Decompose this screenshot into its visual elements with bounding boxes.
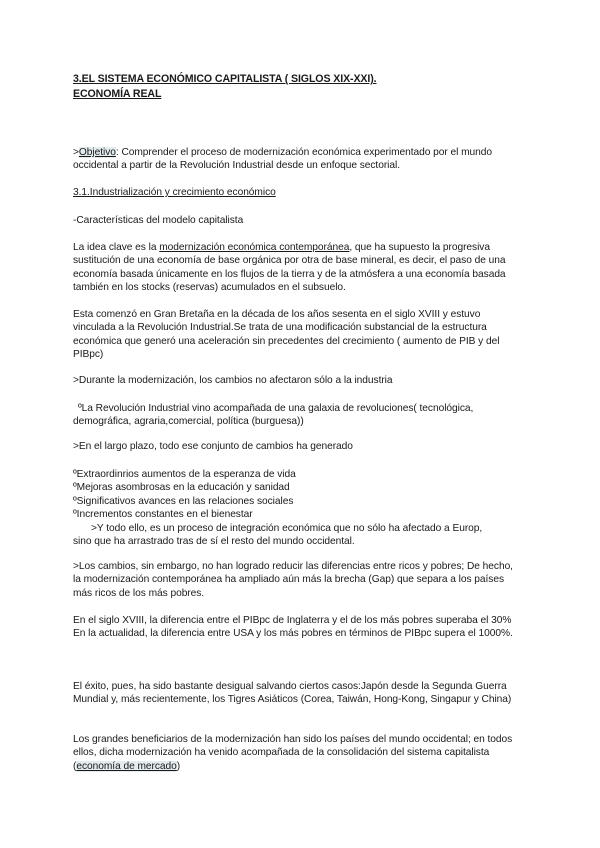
- paragraph-7: >Los cambios, sin embargo, no han logrado reducir las diferencias entre ricos y pobres; De hecho, la modernización contemporánea ha ampliado aún más la brecha (Gap) que separa a los países más ricos de los más pobres.: [73, 561, 513, 599]
- p1-text-start: La idea clave es la: [73, 242, 160, 253]
- section-heading: 3.1.Industrialización y crecimiento económico: [73, 187, 276, 198]
- p4-text: ºLa Revolución Industrial vino acompañada de una galaxia de revoluciones( tecnológica, demográfica, agraria,comercial, política (burguesa)): [73, 403, 474, 428]
- paragraph-2: Esta comenzó en Gran Bretaña en la década de los años sesenta en el siglo XVIII y estuvo vinculada a la Revolución Industrial.Se trata de una modificación substancial de la estructura económica que generó una aceleración sin precedentes del crecimiento ( aumento de PIB y del PIBpc): [73, 309, 500, 361]
- list-item: ºSignificativos avances en las relaciones sociales: [73, 495, 294, 507]
- p1-underlined-term: modernización económica contemporánea: [159, 242, 350, 253]
- p10-text-start: Los grandes beneficiarios de la modernización han sido los países del mundo occidental; en todos ellos, dicha modernización ha venido acompañada de la consolidación del sistema capitalista (: [73, 734, 513, 772]
- paragraph-6-line-1: >Y todo ello, es un proceso de integración económica que no sólo ha afectado a Europ,: [91, 522, 483, 534]
- objective-text: : Comprender el proceso de modernización económica experimentado por el mundo occidental a partir de la Revolución Industrial desde un enfoque sectorial.: [73, 147, 493, 172]
- list-item: ºExtraordinrios aumentos de la esperanza de vida: [73, 469, 296, 480]
- objective-label: Objetivo: [78, 147, 116, 158]
- bullet-list: [73, 468, 523, 535]
- paragraph-4: [73, 402, 523, 429]
- paragraph-9: El éxito, pues, ha sido bastante desigual salvando ciertos casos:Japón desde la Segunda Guerra Mundial y, más recientemente, los Tigres Asiáticos (Corea, Taiwán, Hong-Kong, Singapur y China): [73, 681, 512, 706]
- paragraph-6-line-2: sino que ha arrastrado tras de sí el resto del mundo occidental.: [73, 536, 355, 547]
- p8-line-b: En la actualidad, la diferencia entre USA y los más pobres en términos de PIBpc supera el 1000%.: [73, 628, 513, 640]
- objective-prefix: >: [73, 147, 79, 158]
- list-item: ºMejoras asombrosas en la educación y sanidad: [73, 482, 290, 494]
- paragraph-3: >Durante la modernización, los cambios no afectaron sólo a la industria: [73, 375, 393, 386]
- title-line-1: 3.EL SISTEMA ECONÓMICO CAPITALISTA ( SIGLOS XIX-XXI).: [73, 73, 377, 85]
- p10-text-end: ): [176, 760, 181, 772]
- p1-text-end: , que ha supuesto la progresiva sustitución de una economía de base orgánica por otra de base mineral, es decir, el paso de una economía basada únicamente en los flujos de la tierra y de la atmósfera a una economía basada también en los stocks (reservas) acumulados en el subsuelo.: [73, 242, 506, 294]
- p8-line-a: En el siglo XVIII, la diferencia entre el PIBpc de Inglaterra y el de los más pobres superaba el 30%: [73, 615, 512, 626]
- p10-underlined-term: economía de mercado: [76, 760, 177, 772]
- paragraph-8: [73, 614, 523, 641]
- subheading: -Características del modelo capitalista: [73, 215, 244, 226]
- title-line-2: ECONOMÍA REAL: [73, 87, 162, 100]
- paragraph-10: [73, 733, 523, 773]
- paragraph-5: >En el largo plazo, todo ese conjunto de cambios ha generado: [73, 441, 353, 452]
- paragraph-1: [73, 241, 523, 295]
- document-title: [73, 72, 523, 101]
- list-item: ºIncrementos constantes en el bienestar: [73, 509, 253, 521]
- objective-paragraph: [73, 146, 523, 173]
